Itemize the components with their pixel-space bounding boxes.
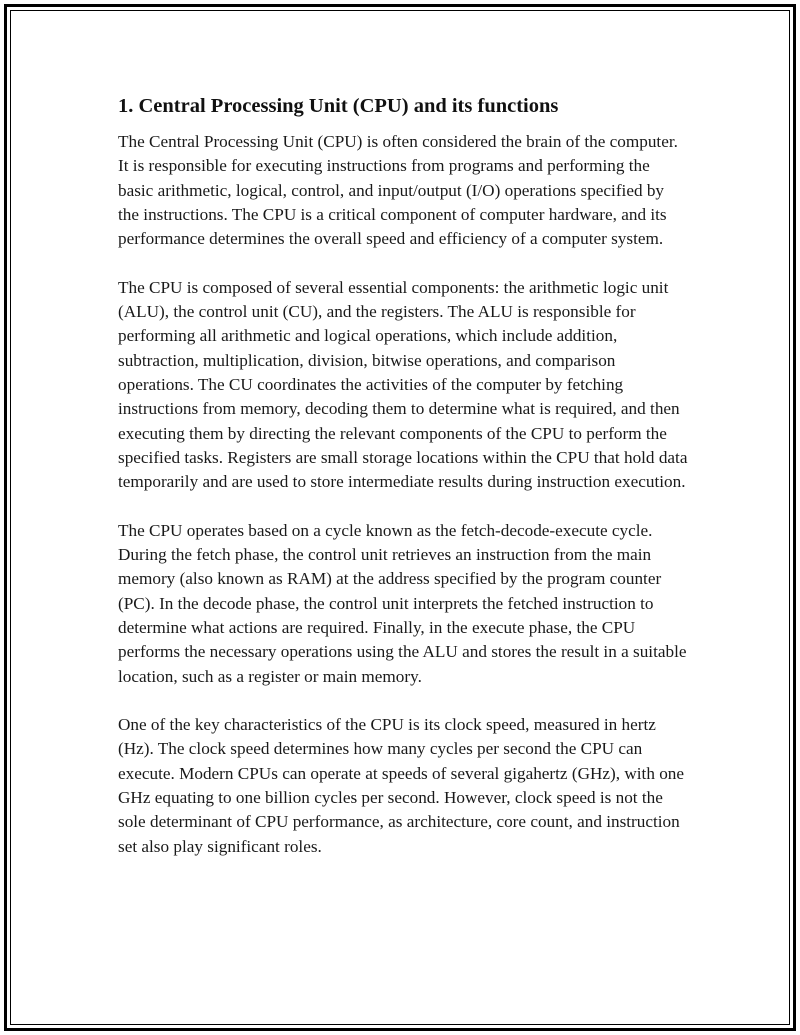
document-body [118, 92, 688, 859]
section-heading: 1. Central Processing Unit (CPU) and its functions [118, 95, 559, 117]
paragraph-fetch-decode-execute: The CPU operates based on a cycle known as the fetch-decode-execute cycle. During the fetch phase, the control unit retrieves an instruction from the main memory (also known as RAM) at the address specified by the program counter (PC). In the decode phase, the control unit interprets the fetched instruction to determine what actions are required. Finally, in the execute phase, the CPU performs the necessary operations using the ALU and stores the result in a suitable location, such as a register or main memory. [118, 520, 687, 686]
paragraph-clock-speed: One of the key characteristics of the CPU is its clock speed, measured in hertz (Hz). The clock speed determines how many cycles per second the CPU can execute. Modern CPUs can operate at speeds of several gigahertz (GHz), with one GHz equating to one billion cycles per second. However, clock speed is not the sole determinant of CPU performance, as architecture, core count, and instruction set also play significant roles. [118, 715, 685, 856]
paragraph-cpu-components: The CPU is composed of several essential components: the arithmetic logic unit (ALU), the control unit (CU), and the registers. The ALU is responsible for performing all arithmetic and logical operations, which include addition, subtraction, multiplication, division, bitwise operations, and comparison operations. The CU coordinates the activities of the computer by fetching instructions from memory, decoding them to determine what is required, and then executing them by directing the relevant components of the CPU to perform the specified tasks. Registers are small storage locations within the CPU that hold data temporarily and are used to store intermediate results during instruction execution. [118, 277, 688, 492]
paragraph-cpu-overview: The Central Processing Unit (CPU) is often considered the brain of the computer. It is responsible for executing instructions from programs and performing the basic arithmetic, logical, control, and input/output (I/O) operations specified by the instructions. The CPU is a critical component of computer hardware, and its performance determines the overall speed and efficiency of a computer system. [118, 132, 678, 249]
